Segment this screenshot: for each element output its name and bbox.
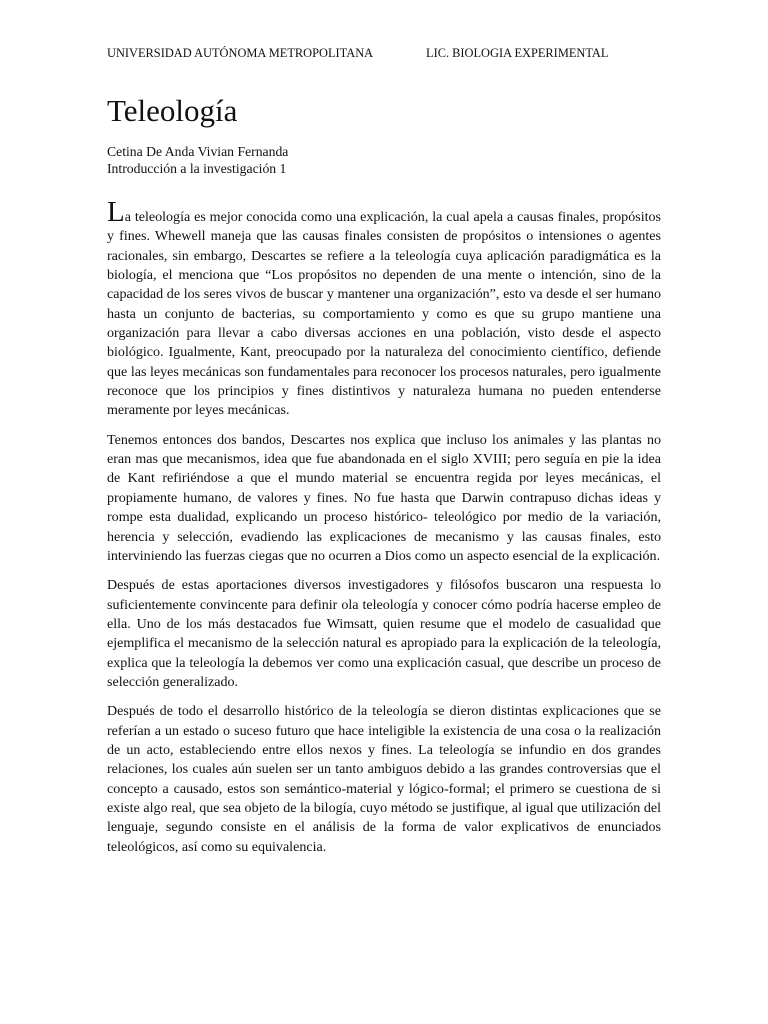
paragraph-2: Tenemos entonces dos bandos, Descartes nos explica que incluso los animales y las plantas no eran mas que mecanismos, idea que fue abandonada en el siglo XVIII; pero seguía en pie la idea de Kant refiriéndose a que el mundo material se encuentra regida por leyes mecánicas, el propiamente humano, de valores y fines. No fue hasta que Darwin contrapuso dichas ideas y rompe esta dualidad, explicando un proceso histórico- teleológico por medio de la variación, herencia y selección, evadiendo las explicaciones de mecanismo y las causas finales, esto interviniendo las fuerzas ciegas que no ocurren a Dios como un aspecto esencial de la explicación. [107,431,661,564]
paragraph-1 [107,196,661,421]
document-meta [107,143,288,177]
header-institution: UNIVERSIDAD AUTÓNOMA METROPOLITANA [107,46,374,60]
drop-cap: L [107,196,125,228]
course-name: Introducción a la investigación 1 [107,161,287,176]
document-title: Teleología [107,93,238,128]
author-name: Cetina De Anda Vivian Fernanda [107,144,289,159]
page-header [107,45,661,61]
paragraph-3: Después de estas aportaciones diversos investigadores y filósofos buscaron una respuesta lo suficientemente convincente para definir ola teleología y conocer cómo podría hacerse empleo de ella. Uno de los más destacados fue Wimsatt, quien resume que el modelo de casualidad que ejemplifica el mecanismo de la selección natural es apropiado para la explicación de la teleología, explica que la teleología la debemos ver como una explicación casual, que describe un proceso de selección generalizado. [107,577,661,690]
paragraph-4: Después de todo el desarrollo histórico de la teleología se dieron distintas explicaciones que se referían a un estado o suceso futuro que hace inteligible la existencia de una cosa o la realización de un acto, estableciendo entre ellos nexos y fines. La teleología se infundio en dos grandes relaciones, los cuales aún suelen ser un tanto ambiguos debido a las grandes controversias que el concepto a causado, estos son semántico-material y lógico-formal; el primero se cuestiona de si existe algo real, que sea objeto de la bilogía, cuyo método se justifique, al igual que utilización del lenguaje, segundo consiste en el análisis de la forma de valor explicativos de enunciados teleológicos, así como su equivalencia. [107,703,661,855]
paragraph-1-text: a teleología es mejor conocida como una explicación, la cual apela a causas finales, propósitos y fines. Whewell maneja que las causas finales consisten de propósitos o intensiones o agentes racionales, sin embargo, Descartes se refiere a la teleología cuya aplicación paradigmática es la biología, el menciona que “Los propósitos no dependen de una mente o intención, sino de la capacidad de los seres vivos de buscar y mantener una organización”, esto va desde el ser humano hasta un conjunto de bacterias, su comportamiento y como es que su grupo mantiene una organización para llevar a cabo diversas acciones en una población, visto desde el aspecto biológico. Igualmente, Kant, preocupado por la naturaleza del conocimiento científico, defiende que las leyes mecánicas son fundamentales para reconocer los procesos naturales, pero igualmente reconoce que los principios y fines distintivos y naturaleza humana no pueden entenderse meramente por leyes mecánicas. [107,209,661,419]
document-body [107,196,661,867]
header-program: LIC. BIOLOGIA EXPERIMENTAL [426,46,609,60]
